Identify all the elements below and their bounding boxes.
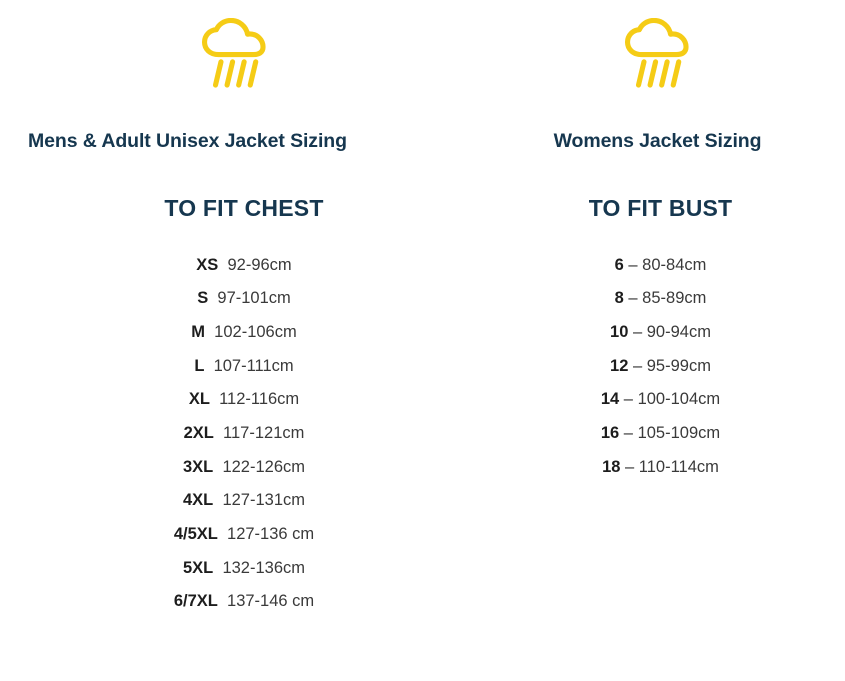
size-label: 4/5XL — [173, 525, 218, 544]
list-item — [18, 315, 470, 349]
list-item — [18, 518, 470, 552]
size-measurement: 90-94cm — [646, 322, 711, 341]
list-item — [18, 551, 470, 585]
size-separator: – — [619, 424, 638, 443]
list-item — [18, 585, 470, 619]
size-label: L — [194, 356, 205, 375]
size-separator: – — [620, 457, 639, 476]
size-label: 2XL — [183, 424, 214, 443]
list-item — [18, 484, 470, 518]
womens-section-title: Womens Jacket Sizing — [553, 130, 762, 152]
size-separator: – — [623, 255, 643, 274]
list-item — [18, 450, 470, 484]
to-fit-chest-heading: TO FIT CHEST — [164, 195, 324, 221]
size-separator — [213, 560, 222, 577]
size-separator — [218, 526, 227, 543]
size-separator — [218, 593, 227, 610]
list-item — [476, 282, 845, 316]
mens-unisex-section-title: Mens & Adult Unisex Jacket Sizing — [28, 130, 347, 152]
rain-cloud-icon-wrapper — [470, 18, 845, 110]
size-measurement: 92-96cm — [227, 255, 292, 274]
size-measurement: 122-126cm — [222, 457, 305, 476]
size-label: M — [191, 322, 205, 341]
size-label: 16 — [600, 424, 620, 443]
size-measurement: 102-106cm — [214, 322, 297, 341]
size-label: XS — [196, 255, 219, 274]
size-separator: – — [623, 289, 643, 308]
size-label: 6 — [614, 255, 624, 274]
size-measurement: 127-136 cm — [227, 525, 315, 544]
size-measurement: 110-114cm — [638, 457, 719, 476]
size-label: 4XL — [183, 491, 214, 510]
size-separator — [213, 459, 222, 476]
size-separator — [214, 425, 223, 442]
size-label: 8 — [614, 289, 624, 308]
size-separator — [208, 290, 217, 307]
size-measurement: 100-104cm — [637, 390, 721, 409]
size-measurement: 107-111cm — [213, 356, 294, 375]
size-separator: – — [628, 356, 647, 375]
size-measurement: 112-116cm — [219, 390, 300, 409]
list-item — [476, 315, 845, 349]
list-item — [18, 349, 470, 383]
size-measurement: 127-131cm — [222, 491, 305, 510]
size-separator — [218, 257, 227, 274]
to-fit-bust-heading: TO FIT BUST — [588, 195, 733, 221]
list-item — [18, 383, 470, 417]
womens-sizing-column — [470, 0, 845, 681]
size-separator: – — [628, 322, 647, 341]
size-label: 6/7XL — [173, 592, 218, 611]
size-measurement: 137-146 cm — [227, 592, 315, 611]
list-item — [476, 248, 845, 282]
size-separator: – — [619, 390, 638, 409]
list-item — [476, 450, 845, 484]
size-measurement: 95-99cm — [646, 356, 711, 375]
womens-size-list — [470, 248, 845, 484]
size-measurement: 117-121cm — [223, 424, 305, 443]
size-separator — [213, 492, 222, 509]
size-measurement: 132-136cm — [222, 558, 305, 577]
size-separator — [210, 391, 219, 408]
rain-cloud-icon — [619, 18, 697, 96]
mens-unisex-size-list — [0, 248, 470, 619]
size-measurement: 80-84cm — [642, 255, 707, 274]
size-label: S — [197, 289, 209, 308]
rain-cloud-icon — [196, 18, 274, 96]
size-measurement: 105-109cm — [637, 424, 721, 443]
list-item — [18, 282, 470, 316]
size-measurement: 97-101cm — [217, 289, 291, 308]
list-item — [476, 416, 845, 450]
rain-cloud-icon-wrapper — [0, 18, 470, 110]
list-item — [476, 349, 845, 383]
size-label: 5XL — [183, 558, 214, 577]
size-label: 10 — [610, 322, 629, 341]
size-label: 18 — [602, 457, 621, 476]
size-separator — [205, 324, 214, 341]
size-label: 14 — [600, 390, 620, 409]
list-item — [18, 248, 470, 282]
size-label: 3XL — [183, 457, 214, 476]
list-item — [18, 416, 470, 450]
size-label: 12 — [610, 356, 629, 375]
size-separator — [204, 358, 213, 375]
size-label: XL — [188, 390, 210, 409]
size-measurement: 85-89cm — [642, 289, 707, 308]
list-item — [476, 383, 845, 417]
